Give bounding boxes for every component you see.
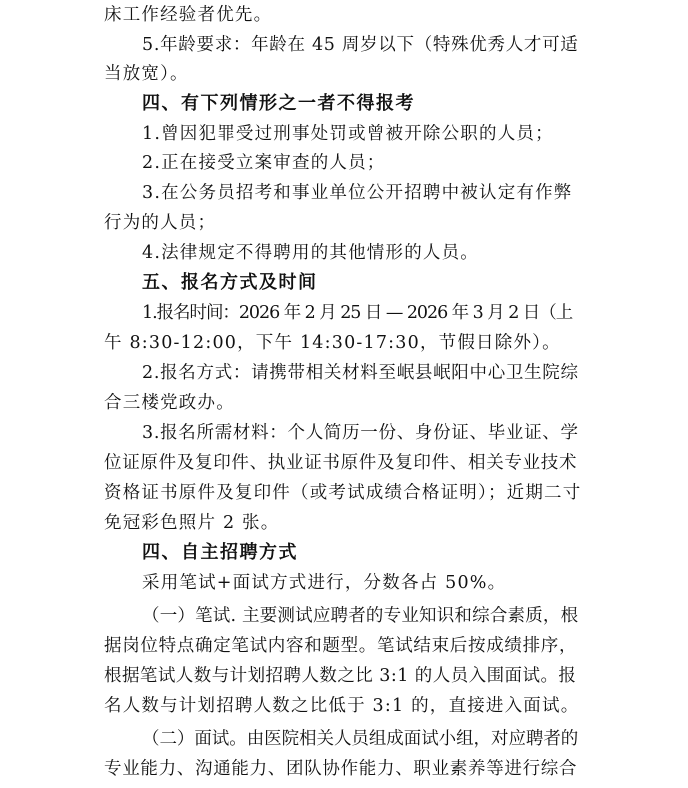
paragraph-line: （一）笔试. 主要测试应聘者的专业知识和综合素质，根 [142,606,579,626]
paragraph-line: 午 8:30-12:00，下午 14:30-17:30，节假日除外）。 [104,333,561,353]
paragraph-line: 名人数与计划招聘人数之比低于 3:1 的，直接进入面试。 [104,696,580,716]
list-item: 2.报名方式：请携带相关材料至岷县岷阳中心卫生院综 [142,363,579,383]
paragraph-line: 采用笔试+面试方式进行，分数各占 50%。 [142,573,507,593]
paragraph-line: 当放宽）。 [104,64,189,84]
list-item: 3.在公务员招考和事业单位公开招聘中被认定有作弊 [142,183,573,203]
paragraph-line: 据岗位特点确定笔试内容和题型。笔试结束后按成绩排序， [104,636,578,656]
paragraph-line: 行为的人员； [104,213,217,233]
paragraph-line: 专业能力、沟通能力、团队协作能力、职业素养等进行综合 [104,759,578,779]
section-heading: 四、自主招聘方式 [142,542,298,563]
list-item: 4.法律规定不得聘用的其他情形的人员。 [142,243,479,263]
paragraph-line: 合三楼党政办。 [104,393,235,413]
list-item: 1.报名时间：2026 年 2 月 25 日 — 2026 年 3 月 2 日（上 [142,303,573,323]
paragraph-line: 资格证书原件及复印件（或考试成绩合格证明）；近期二寸 [104,483,582,503]
paragraph-line: 根据笔试人数与计划招聘人数之比 3:1 的人员入围面试。报 [104,666,577,686]
paragraph-line: 位证原件及复印件、执业证书原件及复印件、相关专业技术 [104,453,578,473]
list-item: 1.曾因犯罪受过刑事处罚或曾被开除公职的人员； [142,124,554,144]
paragraph-line: 床工作经验者优先。 [104,5,273,25]
paragraph-line: （二）面试。由医院相关人员组成面试小组，对应聘者的 [142,729,579,749]
section-heading: 四、有下列情形之一者不得报考 [142,93,415,114]
paragraph-line: 5.年龄要求：年龄在 45 周岁以下（特殊优秀人才可适 [142,35,579,55]
list-item: 3.报名所需材料：个人简历一份、身份证、毕业证、学 [142,423,579,443]
paragraph-line: 免冠彩色照片 2 张。 [104,513,280,533]
section-heading: 五、报名方式及时间 [142,272,318,293]
list-item: 2.正在接受立案审查的人员； [142,153,386,173]
